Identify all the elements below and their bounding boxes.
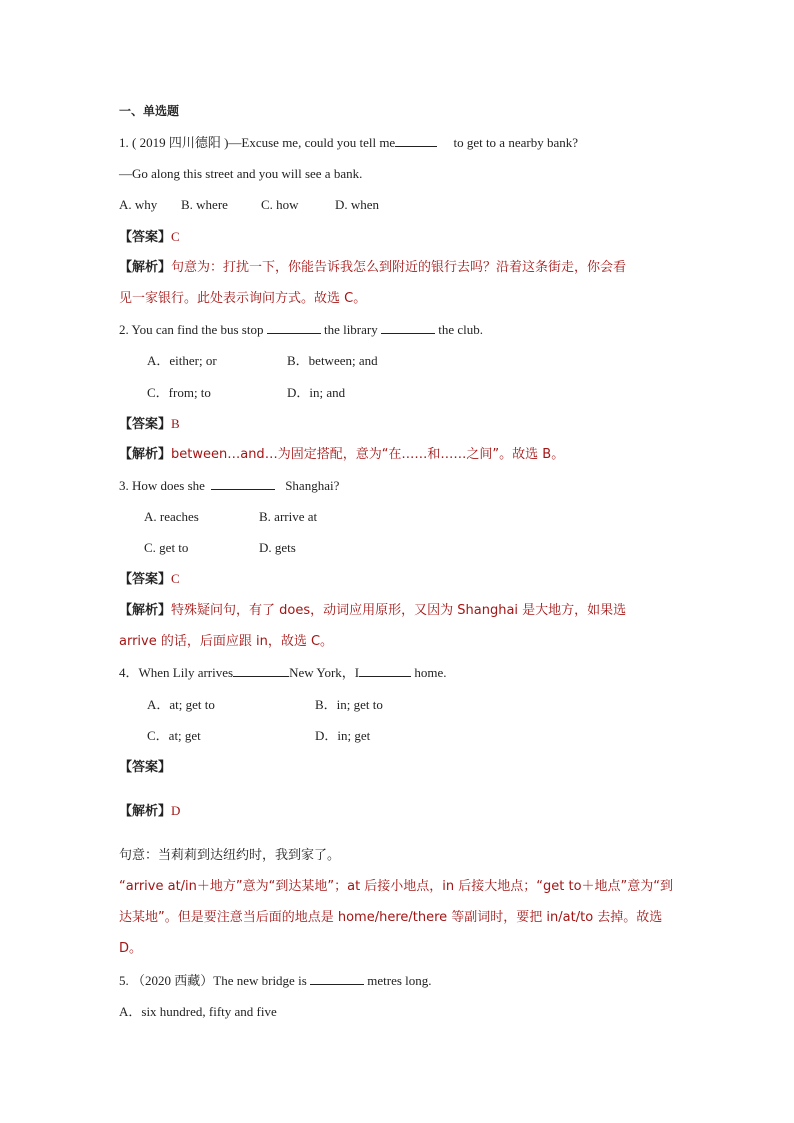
q4-analysis: [119, 802, 180, 821]
q1-option-b: B. where: [181, 197, 228, 212]
question-5-stem: [119, 972, 432, 990]
q4-explain-line-1: “arrive at/in＋地方”意为“到达某地”；at 后接小地点，in 后接大地点；“get to＋地点”意为“到: [119, 879, 674, 894]
q3-answer-tag: 【答案】: [119, 572, 172, 587]
question-3-stem: [119, 477, 339, 495]
q1-answer-value: C: [171, 229, 180, 244]
q3-analysis-text-1: 特殊疑问句，有了 does，动词应用原形，又因为 Shanghai 是大地方，如果选: [171, 603, 627, 618]
question-1-stem: [119, 134, 578, 152]
q4-answer-tag: 【答案】: [119, 760, 172, 775]
q3-analysis-tag: 【解析】: [119, 603, 172, 618]
q3-option-c: C. get to: [144, 540, 189, 555]
q4-stem-b: New York，I: [289, 665, 360, 680]
q3-stem-b: Shanghai?: [285, 478, 340, 493]
q5-blank: [310, 972, 364, 985]
q3-stem-a: 3. How does she: [119, 478, 205, 493]
q2-answer-value: B: [171, 416, 180, 431]
q1-blank: [395, 134, 437, 147]
q4-stem-a: 4．When Lily arrives: [119, 665, 234, 680]
q1-analysis-line-1: [119, 259, 626, 277]
q1-answer-tag: 【答案】: [119, 230, 172, 245]
q4-option-a: A．at; get to: [147, 697, 215, 712]
q5-stem-a: 5. （2020 西藏）The new bridge is: [119, 973, 307, 988]
q4-analysis-tag: 【解析】: [119, 804, 172, 819]
q3-answer-value: C: [171, 571, 180, 586]
q4-explain-line-2: 达某地”。但是要注意当后面的地点是 home/here/there 等副词时，要把 in/at/to 去掉。故选: [119, 910, 663, 925]
q1-stem-2: —Go along this street and you will see a bank.: [119, 166, 363, 181]
q2-analysis-text: between…and…为固定搭配，意为“在……和……之间”。故选 B。: [171, 447, 565, 462]
q3-option-a: A. reaches: [144, 509, 199, 524]
q3-blank: [211, 477, 275, 490]
question-2-stem: [119, 321, 483, 339]
q1-stem-a: 1. ( 2019 四川德阳 )—Excuse me, could you tell me: [119, 135, 396, 150]
q4-blank-1: [233, 664, 289, 677]
q2-stem-b: the library: [323, 322, 378, 337]
q2-option-c: C．from; to: [147, 385, 211, 400]
q2-option-a: A．either; or: [147, 353, 217, 368]
q3-answer: [119, 570, 180, 589]
q4-explain-line-3: D。: [119, 941, 143, 956]
q1-option-a: A. why: [119, 197, 158, 212]
q4-answer: [119, 758, 171, 777]
q1-analysis-line-2: 见一家银行。此处表示询问方式。故选 C。: [119, 291, 367, 306]
q2-answer-tag: 【答案】: [119, 417, 172, 432]
q1-stem-b: to get to a nearby bank?: [453, 135, 578, 150]
question-4-stem: [119, 664, 447, 682]
section-title: 一、单选题: [119, 104, 180, 118]
q2-blank-2: [381, 321, 435, 334]
q3-analysis-line-1: [119, 602, 626, 620]
q4-stem-c: home.: [414, 665, 447, 680]
q4-option-c: C．at; get: [147, 728, 201, 743]
q3-option-d: D. gets: [259, 540, 296, 555]
q4-option-d: D．in; get: [315, 728, 371, 743]
q1-analysis-tag: 【解析】: [119, 260, 172, 275]
q1-answer: [119, 228, 180, 247]
q2-analysis: [119, 446, 564, 464]
q4-option-b: B．in; get to: [315, 697, 383, 712]
q2-option-b: B．between; and: [287, 353, 378, 368]
q3-option-b: B. arrive at: [259, 509, 318, 524]
q5-option-a: A．six hundred, fifty and five: [119, 1004, 277, 1019]
q1-option-c: C. how: [261, 197, 299, 212]
q2-answer: [119, 415, 180, 434]
q4-blank-2: [359, 664, 411, 677]
q2-blank-1: [267, 321, 321, 334]
q4-meaning: 句意：当莉莉到达纽约时，我到家了。: [119, 848, 341, 863]
q2-stem-a: 2. You can find the bus stop: [119, 322, 264, 337]
q4-analysis-answer: D: [171, 803, 181, 818]
q1-option-d: D. when: [335, 197, 380, 212]
q3-analysis-line-2: arrive 的话，后面应跟 in，故选 C。: [119, 634, 334, 649]
q5-stem-b: metres long.: [367, 973, 432, 988]
q2-option-d: D．in; and: [287, 385, 346, 400]
q2-analysis-tag: 【解析】: [119, 447, 172, 462]
q1-analysis-text-1: 句意为：打扰一下，你能告诉我怎么到附近的银行去吗？沿着这条街走，你会看: [171, 260, 627, 275]
q2-stem-c: the club.: [438, 322, 484, 337]
